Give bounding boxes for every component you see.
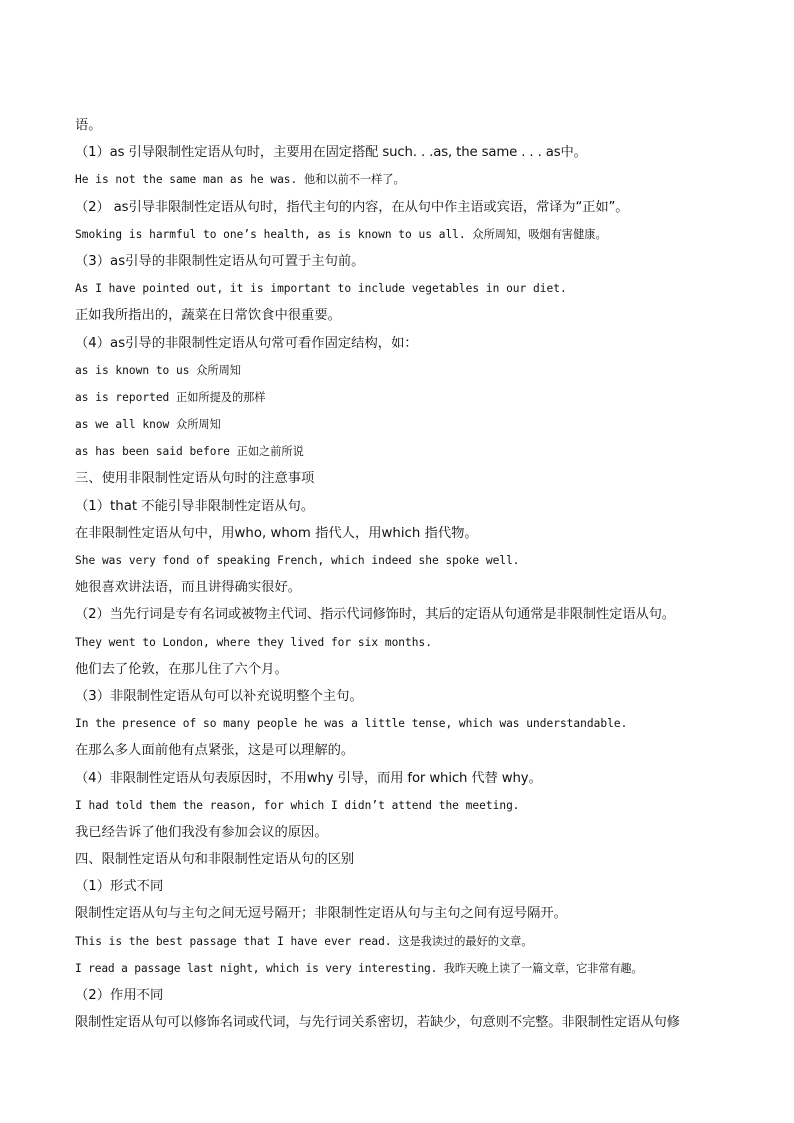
text-line: as has been said before 正如之前所说 <box>75 445 304 459</box>
text-line: They went to London, where they lived for six months. <box>75 635 432 649</box>
text-line: She was very fond of speaking French, which indeed she spoke well. <box>75 554 520 567</box>
text-line: I had told them the reason, for which I didn’t attend the meeting. <box>75 798 520 812</box>
text-line: （2） as引导非限制性定语从句时，指代主句的内容，在从句中作主语或宾语，常译为“正如”。 <box>75 199 629 215</box>
document-body <box>75 112 735 1036</box>
text-line: （3）非限制性定语从句可以补充说明整个主句。 <box>75 688 363 704</box>
text-line: as is reported 正如所提及的那样 <box>75 390 266 404</box>
text-line: 我已经告诉了他们我没有参加会议的原因。 <box>75 824 328 840</box>
section-heading: 四、限制性定语从句和非限制性定语从句的区别 <box>75 852 355 868</box>
text-line: 她很喜欢讲法语，而且讲得确实很好。 <box>75 580 302 596</box>
text-line: He is not the same man as he was. 他和以前不一样了。 <box>75 173 405 187</box>
text-line: （4）非限制性定语从句表原因时，不用why 引导，而用 for which 代替 why。 <box>75 770 542 786</box>
text-line: （1）that 不能引导非限制性定语从句。 <box>75 498 315 514</box>
text-line: as is known to us 众所周知 <box>75 363 241 377</box>
text-line: （2）作用不同 <box>75 988 164 1003</box>
text-line: In the presence of so many people he was a little tense, which was understandable. <box>75 717 628 731</box>
text-line: （4）as引导的非限制性定语从句常可看作固定结构，如： <box>75 335 418 351</box>
text-line: 在那么多人面前他有点紧张，这是可以理解的。 <box>75 743 355 759</box>
text-line: 语。 <box>75 118 102 133</box>
text-line: （2）当先行词是专有名词或被物主代词、指示代词修饰时，其后的定语从句通常是非限制性定语从句。 <box>75 607 675 623</box>
text-line: This is the best passage that I have ever read. 这是我读过的最好的文章。 <box>75 934 533 948</box>
text-line: as we all know 众所周知 <box>75 418 221 432</box>
section-heading: 三、使用非限制性定语从句时的注意事项 <box>75 471 315 487</box>
text-line: （1）as 引导限制性定语从句时，主要用在固定搭配 such. . .as, the same . . . as中。 <box>75 145 587 161</box>
text-line: Smoking is harmful to one’s health, as is known to us all. 众所周知，吸烟有害健康。 <box>75 227 607 241</box>
text-line: （1）形式不同 <box>75 879 164 895</box>
text-line: As I have pointed out, it is important to include vegetables in our diet. <box>75 282 567 296</box>
text-line: 限制性定语从句可以修饰名词或代词，与先行词关系密切，若缺少，句意则不完整。非限制性定语从句修 <box>75 1015 680 1031</box>
text-line: （3）as引导的非限制性定语从句可置于主句前。 <box>75 253 365 269</box>
text-line: 在非限制性定语从句中，用who, whom 指代人，用which 指代物。 <box>75 525 478 541</box>
text-line: 正如我所指出的，蔬菜在日常饮食中很重要。 <box>75 308 341 324</box>
text-line: 他们去了伦敦，在那儿住了六个月。 <box>75 661 288 677</box>
text-line: 限制性定语从句与主句之间无逗号隔开；非限制性定语从句与主句之间有逗号隔开。 <box>75 906 567 922</box>
text-line: I read a passage last night, which is very interesting. 我昨天晚上读了一篇文章，它非常有趣。 <box>75 961 643 975</box>
